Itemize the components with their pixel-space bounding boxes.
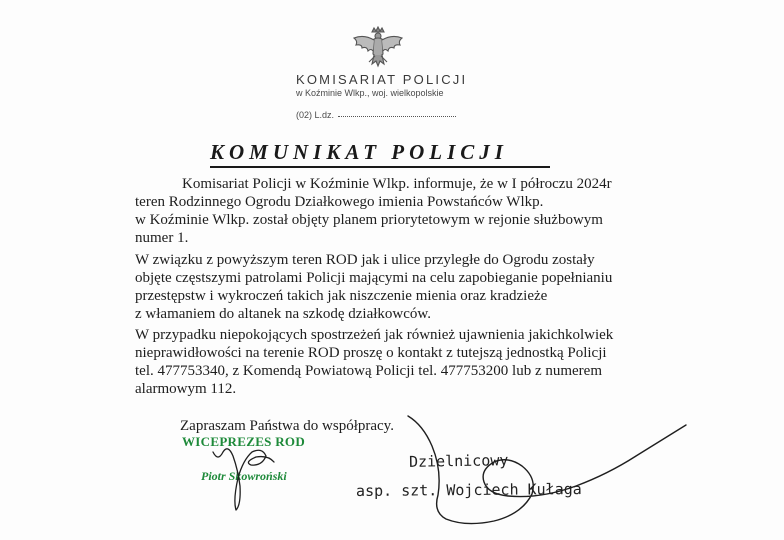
stamp-name: Piotr Skowroński xyxy=(201,469,287,483)
body-line: przestępstw i wykroczeń takich jak niszczenie mienia oraz kradzieże xyxy=(135,288,548,304)
body-line: Komisariat Policji w Koźminie Wlkp. informuje, że w I półroczu 2024r xyxy=(182,176,612,192)
body-line: w Koźminie Wlkp. został objęty planem priorytetowym w rejonie służbowym xyxy=(135,212,603,228)
stamp-title: WICEPREZES ROD xyxy=(182,434,306,449)
issuer-title: KOMISARIAT POLICJI xyxy=(296,72,468,87)
officer-name: asp. szt. Wojciech Kułaga xyxy=(355,480,582,500)
body-line: W związku z powyższym teren ROD jak i ulice przyległe do Ogrodu zostały xyxy=(135,252,595,268)
reference-dotted-line xyxy=(338,116,456,117)
body-line: numer 1. xyxy=(135,230,189,246)
closing-line: Zapraszam Państwa do współpracy. xyxy=(180,418,394,434)
issuer-location: w Koźminie Wlkp., woj. wielkopolskie xyxy=(296,88,444,98)
body-line: tel. 477753340, z Komendą Powiatową Policji tel. 477753200 lub z numerem xyxy=(135,363,603,379)
body-line: W przypadku niepokojących spostrzeżeń jak również ujawnienia jakichkolwiek xyxy=(135,327,614,343)
body-line: z włamaniem do altanek na szkodę działkowców. xyxy=(135,306,432,322)
body-line: teren Rodzinnego Ogrodu Działkowego imienia Powstańców Wlkp. xyxy=(135,194,544,210)
body-line: alarmowym 112. xyxy=(135,381,237,397)
body-line: nieprawidłowości na terenie ROD proszę o kontakt z tutejszą jednostką Policji xyxy=(135,345,607,361)
officer-role: Dzielnicowy xyxy=(408,451,509,471)
body-line: objęte częstszymi patrolami Policji mającymi na celu zapobieganie popełnianiu xyxy=(135,270,613,286)
reference-label: (02) L.dz. xyxy=(296,110,335,120)
reference-number xyxy=(296,110,456,120)
document-title: KOMUNIKAT POLICJI xyxy=(210,140,550,168)
eagle-emblem-icon xyxy=(350,26,406,74)
